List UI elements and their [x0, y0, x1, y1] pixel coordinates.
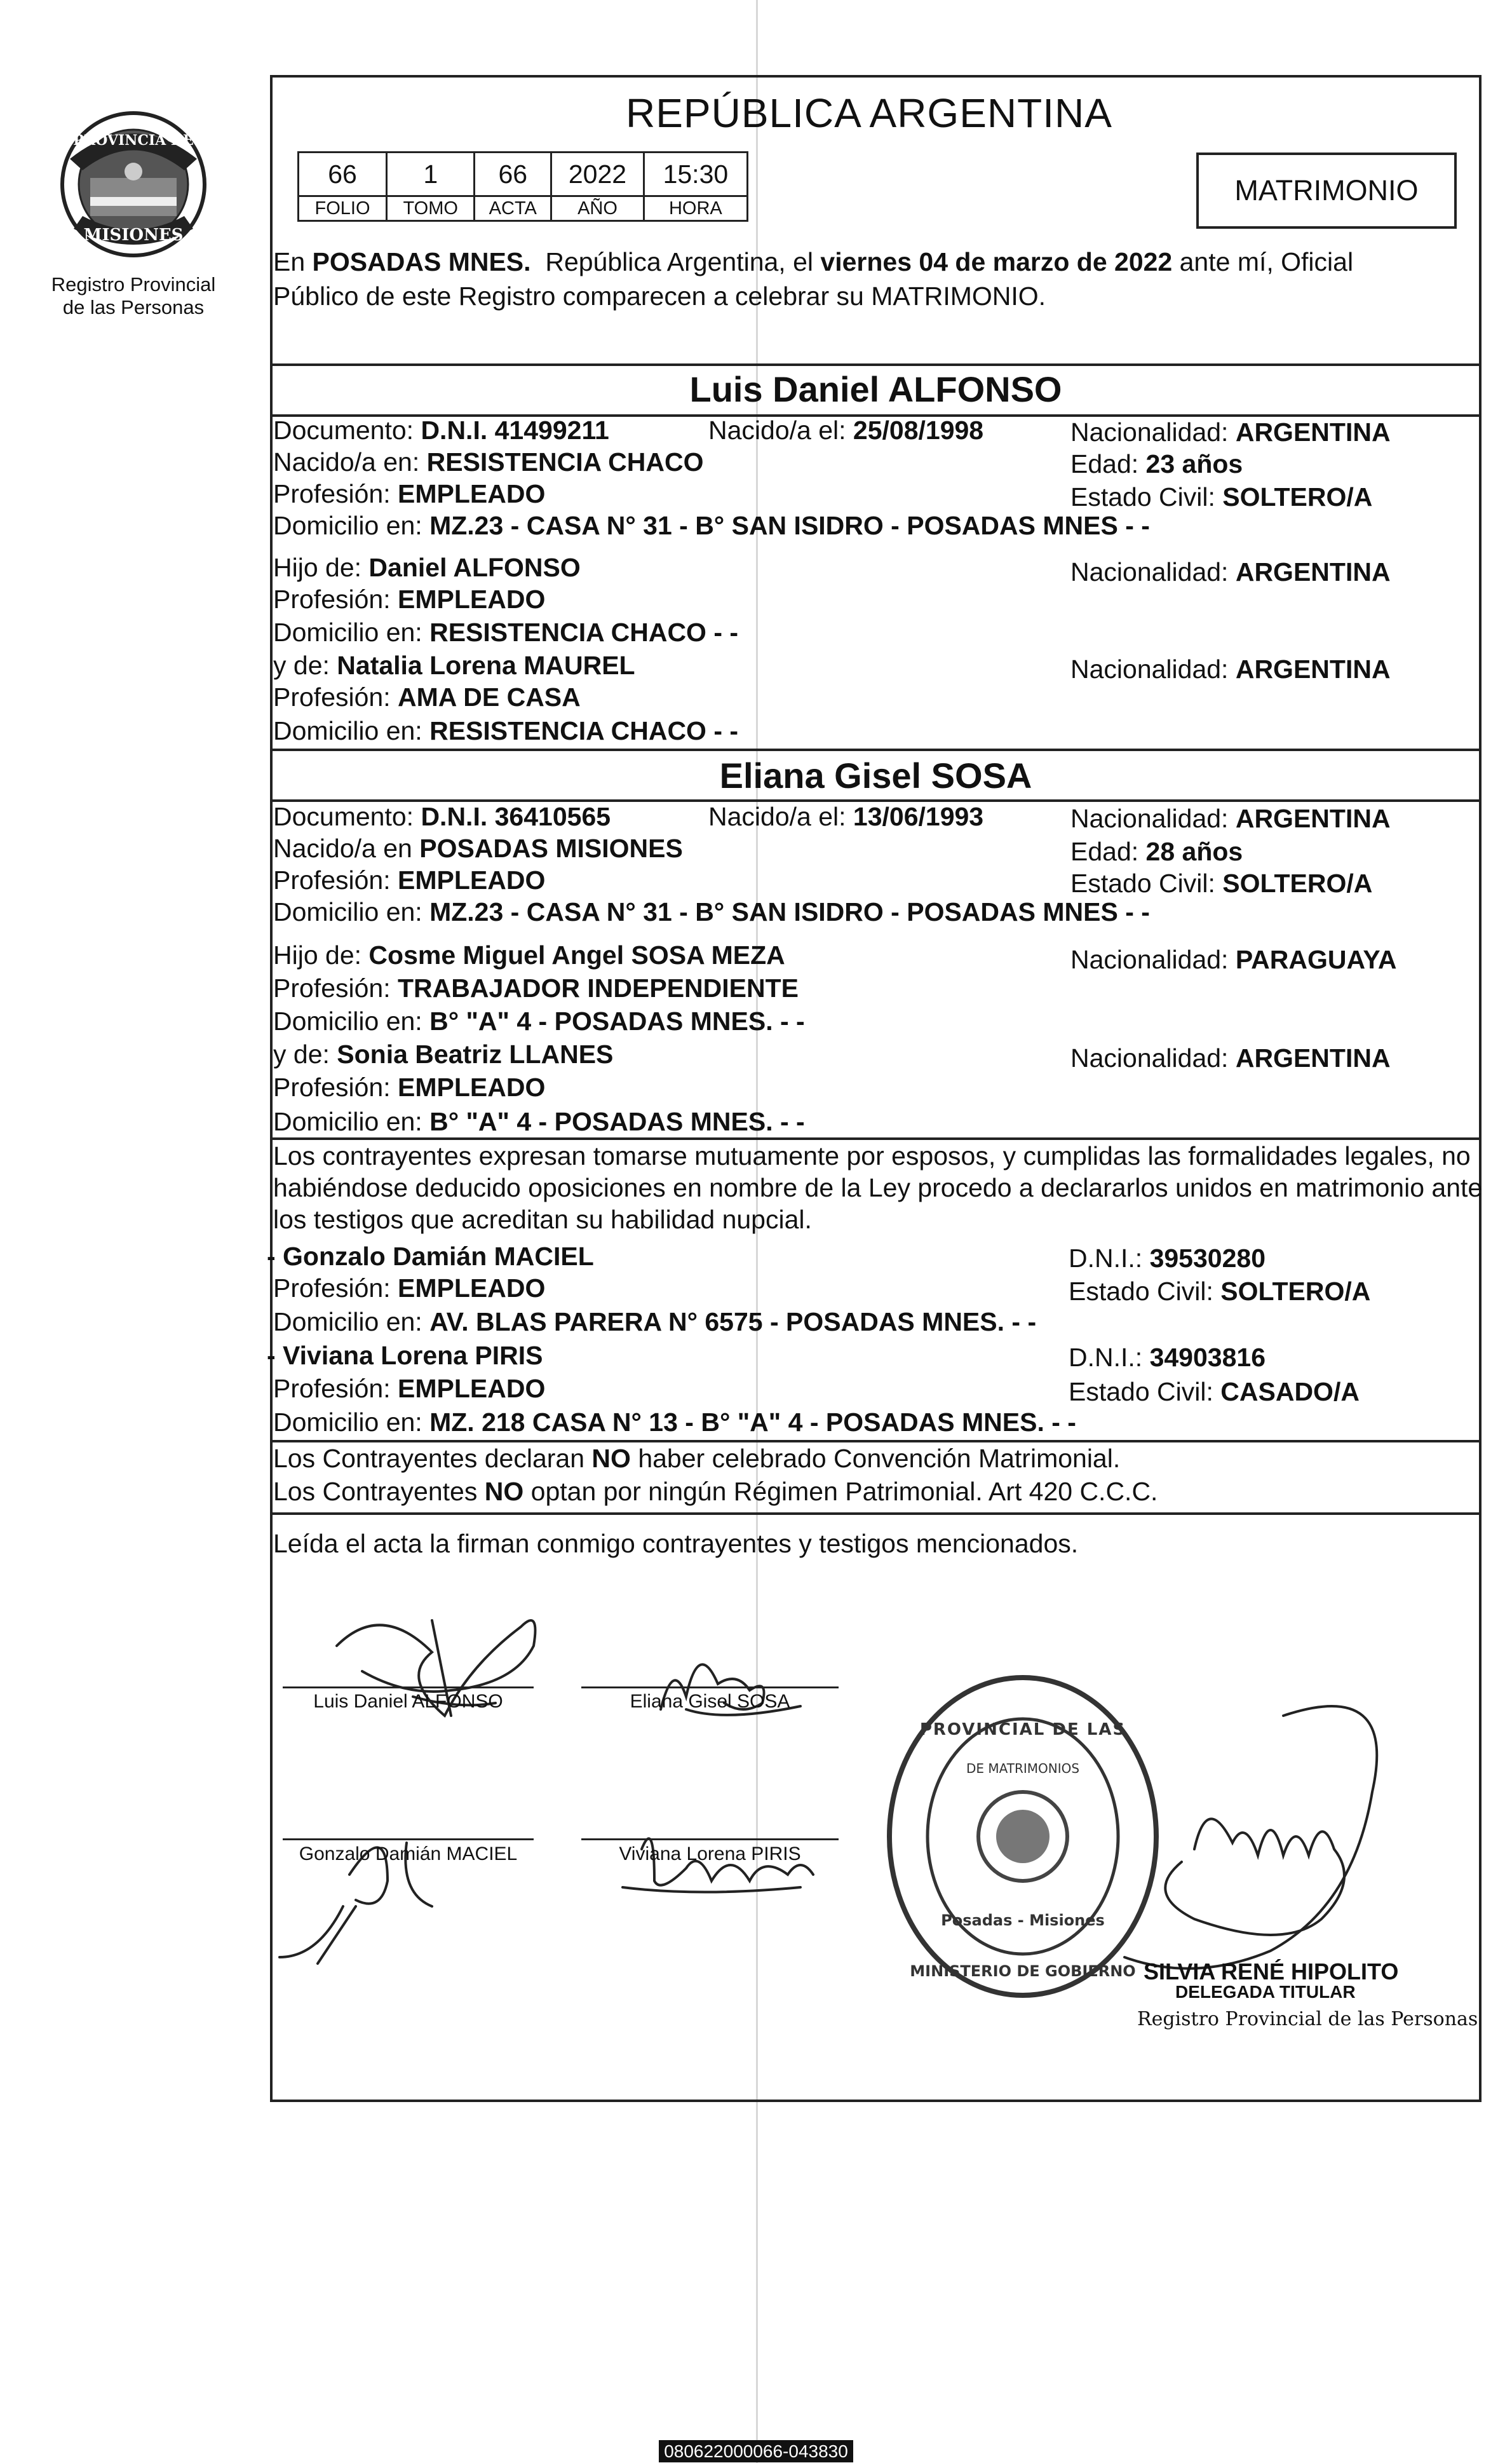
spouse1-father-nationality: Nacionalidad: ARGENTINA [1070, 557, 1391, 587]
spouse1-father-profession: Profesión: EMPLEADO [273, 585, 546, 614]
official-registry: Registro Provincial de las Personas [1137, 2008, 1478, 2030]
spouse1-civil-status: Estado Civil: SOLTERO/A [1070, 482, 1373, 512]
witness2-profession: Profesión: EMPLEADO [273, 1374, 546, 1403]
witness1-profession: Profesión: EMPLEADO [273, 1273, 546, 1303]
declaration-line-2: habiéndose deducido oposiciones en nombre de la Ley procedo a declararlos unidos en matrimonio ante [273, 1173, 1483, 1202]
spouse2-mother-profession: Profesión: EMPLEADO [273, 1073, 546, 1102]
acta-value: 66 [475, 153, 551, 196]
spouse1-document: Documento: D.N.I. 41499211 [273, 416, 609, 445]
spouse2-profession: Profesión: EMPLEADO [273, 865, 546, 895]
declaration-line-1: Los contrayentes expresan tomarse mutuamente por esposos, y cumplidas las formalidades legales, no [273, 1141, 1471, 1170]
spouse1-profession: Profesión: EMPLEADO [273, 479, 546, 508]
acta-data-table [297, 151, 748, 222]
acta-label: ACTA [475, 196, 551, 221]
official-name: SILVIA RENÉ HIPOLITO [1144, 1958, 1399, 1985]
spouse1-mother-address: Domicilio en: RESISTENCIA CHACO - - [273, 716, 739, 745]
witness1-dni: D.N.I.: 39530280 [1069, 1244, 1266, 1273]
spouse1-mother: y de: Natalia Lorena MAUREL [273, 651, 635, 680]
folio-value: 66 [299, 153, 387, 196]
spouse1-father-address: Domicilio en: RESISTENCIA CHACO - - [273, 618, 739, 647]
signature-caption-3: Gonzalo Damián MACIEL [299, 1843, 518, 1864]
spouse2-father-address: Domicilio en: B° "A" 4 - POSADAS MNES. - - [273, 1007, 805, 1036]
regime-line-2: Los Contrayentes NO optan por ningún Régimen Patrimonial. Art 420 C.C.C. [273, 1477, 1158, 1506]
spouse2-birthdate: Nacido/a el: 13/06/1993 [708, 802, 984, 831]
witness2-dni: D.N.I.: 34903816 [1069, 1343, 1266, 1372]
tomo-value: 1 [387, 153, 475, 196]
witness1-civil-status: Estado Civil: SOLTERO/A [1069, 1277, 1371, 1306]
declaration-line-3: los testigos que acreditan su habilidad nupcial. [273, 1205, 812, 1234]
country-title: REPÚBLICA ARGENTINA [626, 90, 1112, 136]
svg-text:PROVINCIA DE: PROVINCIA DE [73, 132, 194, 149]
svg-text:DE MATRIMONIOS: DE MATRIMONIOS [966, 1761, 1080, 1776]
spouse1-birthplace: Nacido/a en: RESISTENCIA CHACO [273, 447, 704, 477]
witness2-address: Domicilio en: MZ. 218 CASA N° 13 - B° "A" 4 - POSADAS MNES. - - [273, 1408, 1076, 1437]
witness2-name: - Viviana Lorena PIRIS [267, 1341, 543, 1370]
spouse2-birthplace: Nacido/a en POSADAS MISIONES [273, 834, 683, 863]
svg-text:Posadas - Misiones: Posadas - Misiones [941, 1911, 1105, 1929]
signature-caption-2: Eliana Gisel SOSA [630, 1691, 790, 1712]
witness1-address: Domicilio en: AV. BLAS PARERA N° 6575 - POSADAS MNES. - - [273, 1307, 1037, 1336]
spouse2-civil-status: Estado Civil: SOLTERO/A [1070, 869, 1373, 898]
spouse1-mother-nationality: Nacionalidad: ARGENTINA [1070, 655, 1391, 684]
spouse1-nationality: Nacionalidad: ARGENTINA [1070, 417, 1391, 447]
hour-value: 15:30 [644, 153, 747, 196]
spouse1-father: Hijo de: Daniel ALFONSO [273, 553, 581, 582]
tomo-label: TOMO [387, 196, 475, 221]
svg-text:MINISTERIO DE GOBIERNO: MINISTERIO DE GOBIERNO [910, 1962, 1136, 1980]
spouse2-address: Domicilio en: MZ.23 - CASA N° 31 - B° SAN ISIDRO - POSADAS MNES - - [273, 897, 1150, 926]
document-code: 080622000066-043830 [0, 2441, 1512, 2462]
intro-line-2: Público de este Registro comparecen a celebrar su MATRIMONIO. [273, 282, 1046, 311]
spouse2-mother-nationality: Nacionalidad: ARGENTINA [1070, 1043, 1391, 1073]
spouse2-age: Edad: 28 años [1070, 837, 1243, 866]
spouse1-name: Luis Daniel ALFONSO [689, 369, 1062, 409]
svg-text:PROVINCIAL DE LAS: PROVINCIAL DE LAS [919, 1720, 1126, 1739]
svg-text:MISIONES: MISIONES [83, 226, 184, 245]
spouse1-age: Edad: 23 años [1070, 449, 1243, 478]
signature-caption-4: Viviana Lorena PIRIS [619, 1843, 801, 1864]
registry-caption-2: de las Personas [62, 296, 205, 318]
spouse1-address: Domicilio en: MZ.23 - CASA N° 31 - B° SAN ISIDRO - POSADAS MNES - - [273, 511, 1150, 540]
registry-caption-1: Registro Provincial [51, 273, 216, 295]
spouse1-birthdate: Nacido/a el: 25/08/1998 [708, 416, 984, 445]
spouse2-father-profession: Profesión: TRABAJADOR INDEPENDIENTE [273, 974, 799, 1003]
read-statement: Leída el acta la firman conmigo contrayentes y testigos mencionados. [273, 1529, 1079, 1558]
spouse2-name: Eliana Gisel SOSA [719, 756, 1032, 796]
official-title: DELEGADA TITULAR [1175, 1982, 1356, 2002]
year-value: 2022 [551, 153, 644, 196]
provincia-misiones-seal [51, 102, 216, 267]
witness2-civil-status: Estado Civil: CASADO/A [1069, 1377, 1360, 1406]
official-stamp [883, 1671, 1163, 2002]
witness1-name: - Gonzalo Damián MACIEL [267, 1242, 594, 1271]
folio-label: FOLIO [299, 196, 387, 221]
intro-line-1: En POSADAS MNES. República Argentina, el viernes 04 de marzo de 2022 ante mí, Oficial [273, 247, 1354, 276]
hour-label: HORA [644, 196, 747, 221]
spouse2-mother: y de: Sonia Beatriz LLANES [273, 1040, 614, 1069]
act-type-box: MATRIMONIO [1196, 153, 1457, 229]
signature-caption-1: Luis Daniel ALFONSO [313, 1691, 503, 1712]
spouse2-mother-address: Domicilio en: B° "A" 4 - POSADAS MNES. - - [273, 1107, 805, 1136]
spouse2-document: Documento: D.N.I. 36410565 [273, 802, 611, 831]
year-label: AÑO [551, 196, 644, 221]
regime-line-1: Los Contrayentes declaran NO haber celebrado Convención Matrimonial. [273, 1444, 1121, 1473]
spouse2-nationality: Nacionalidad: ARGENTINA [1070, 804, 1391, 833]
spouse1-mother-profession: Profesión: AMA DE CASA [273, 682, 581, 712]
spouse2-father: Hijo de: Cosme Miguel Angel SOSA MEZA [273, 940, 785, 970]
spouse2-father-nationality: Nacionalidad: PARAGUAYA [1070, 945, 1397, 974]
